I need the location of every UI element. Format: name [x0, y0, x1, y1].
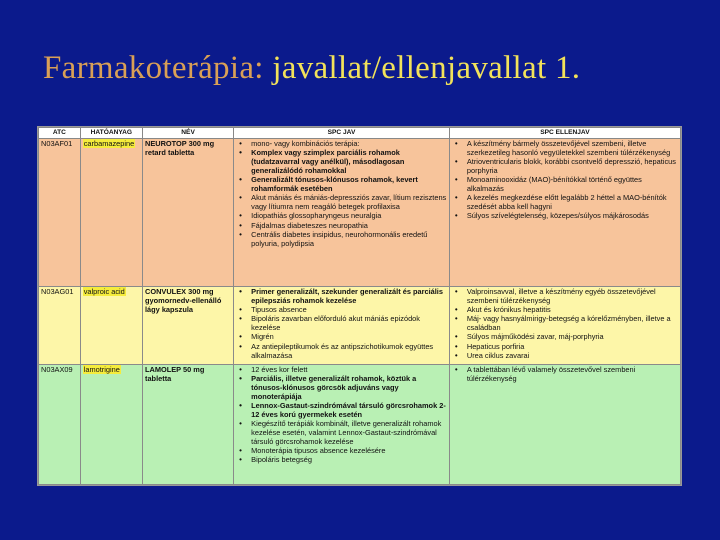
- active-substance-highlight: carbamazepine: [83, 139, 135, 148]
- contraindication-list: [452, 140, 678, 221]
- indication-list: [236, 140, 447, 249]
- list-item: • 12 éves kor felett: [251, 366, 447, 375]
- list-item: • mono- vagy kombinációs terápia:: [251, 140, 447, 149]
- list-item: • Atrioventricularis blokk, korábbi csontvelő depresszió, hepaticus porphyria: [467, 158, 678, 176]
- list-item: • Komplex vagy szimplex parciális rohamok (tudatzavarral vagy anélkül), másodlagosan generalizálódó rohamokkal: [251, 149, 447, 175]
- list-item: • Súlyos szívelégtelenség, közepes/súlyos májkárosodás: [467, 212, 678, 221]
- cell-indications: [234, 365, 450, 485]
- list-item: • Bipoláris zavarban előforduló akut mániás epizódok kezelése: [251, 315, 447, 333]
- list-item: • Parciális, illetve generalizált rohamok, köztük a tónusos-klónusos görcsök adjuváns vagy monoterápiája: [251, 375, 447, 401]
- cell-product-name: NEUROTOP 300 mg retard tabletta: [142, 139, 233, 287]
- list-item: • A tablettában lévő valamely összetevővel szembeni túlérzékenység: [467, 366, 678, 384]
- cell-product-name: LAMOLEP 50 mg tabletta: [142, 365, 233, 485]
- drug-table: [37, 126, 682, 486]
- list-item: • Valproinsavval, illetve a készítmény egyéb összetevőjével szembeni túlérzékenység: [467, 288, 678, 306]
- cell-contraindications: [449, 365, 680, 485]
- slide-title-main: Farmakoterápia:: [43, 50, 264, 86]
- list-item: • Máj- vagy hasnyálmirigy-betegség a kórelőzményben, illetve a családban: [467, 315, 678, 333]
- list-item: • Kiegészítő terápiák kombinált, illetve generalizált rohamok kezelése esetén, valamint Lennox-Gastaut-szindrómával társuló görcsrohamok kezelése: [251, 420, 447, 446]
- cell-atc: N03AF01: [39, 139, 81, 287]
- active-substance-highlight: valproic acid: [83, 287, 125, 296]
- cell-indications: [234, 139, 450, 287]
- list-item: • Akut és krónikus hepatitis: [467, 306, 678, 315]
- list-item: • Generalizált tónusos-klónusos rohamok, kevert rohamformák esetében: [251, 176, 447, 194]
- list-item: • Az antiepileptikumok és az antipszichotikumok együttes alkalmazása: [251, 343, 447, 361]
- slide-title: [43, 50, 580, 87]
- list-item: • Urea ciklus zavarai: [467, 352, 678, 361]
- header-hatoanyag: HATÓANYAG: [80, 128, 142, 139]
- list-item: • Fájdalmas diabeteszes neuropathia: [251, 222, 447, 231]
- indication-list: [236, 366, 447, 465]
- list-item: • Akut mániás és mániás-depressziós zavar, lítium rezisztens vagy lítiumra nem reagáló betegek profilaxisa: [251, 194, 447, 212]
- header-nev: NÉV: [142, 128, 233, 139]
- table-row: [39, 287, 681, 365]
- table-row: [39, 365, 681, 485]
- list-item: • Centrális diabetes insipidus, neurohormonális eredetű polyuria, polydipsia: [251, 231, 447, 249]
- active-substance-highlight: lamotrigine: [83, 365, 120, 374]
- cell-contraindications: [449, 139, 680, 287]
- cell-atc: N03AG01: [39, 287, 81, 365]
- cell-hatoanyag: [80, 287, 142, 365]
- cell-indications: [234, 287, 450, 365]
- list-item: • A készítmény bármely összetevőjével szembeni, illetve szerkezetileg hasonló vegyületekkel szembeni túlérzékenység: [467, 140, 678, 158]
- header-atc: ATC: [39, 128, 81, 139]
- indication-list: [236, 288, 447, 360]
- slide-title-sub: javallat/ellenjavallat 1.: [272, 50, 581, 86]
- cell-atc: N03AX09: [39, 365, 81, 485]
- list-item: • Migrén: [251, 333, 447, 342]
- list-item: • Súlyos májműködési zavar, máj-porphyria: [467, 333, 678, 342]
- list-item: • Hepaticus porfiria: [467, 343, 678, 352]
- cell-product-name: CONVULEX 300 mg gyomornedv-ellenálló lágy kapszula: [142, 287, 233, 365]
- list-item: • Tipusos absence: [251, 306, 447, 315]
- list-item: • Primer generalizált, szekunder generalizált és parciális epilepsziás rohamok kezelése: [251, 288, 447, 306]
- list-item: • Idiopathiás glossopharyngeus neuralgia: [251, 212, 447, 221]
- cell-contraindications: [449, 287, 680, 365]
- list-item: • Monoterápia tipusos absence kezelésére: [251, 447, 447, 456]
- list-item: • Lennox-Gastaut-szindrómával társuló görcsrohamok 2-12 éves korú gyermekek esetén: [251, 402, 447, 420]
- contraindication-list: [452, 288, 678, 361]
- header-spc-ellenjav: SPC ELLENJAV: [449, 128, 680, 139]
- cell-hatoanyag: [80, 139, 142, 287]
- table-header-row: [39, 128, 681, 139]
- list-item: • A kezelés megkezdése előtt legalább 2 héttel a MAO-bénítók szedését abba kell hagyni: [467, 194, 678, 212]
- table-row: [39, 139, 681, 287]
- cell-hatoanyag: [80, 365, 142, 485]
- list-item: • Monoaminooxidáz (MAO)-bénítókkal történő együttes alkalmazás: [467, 176, 678, 194]
- header-spc-jav: SPC JAV: [234, 128, 450, 139]
- list-item: • Bipoláris betegség: [251, 456, 447, 465]
- contraindication-list: [452, 366, 678, 384]
